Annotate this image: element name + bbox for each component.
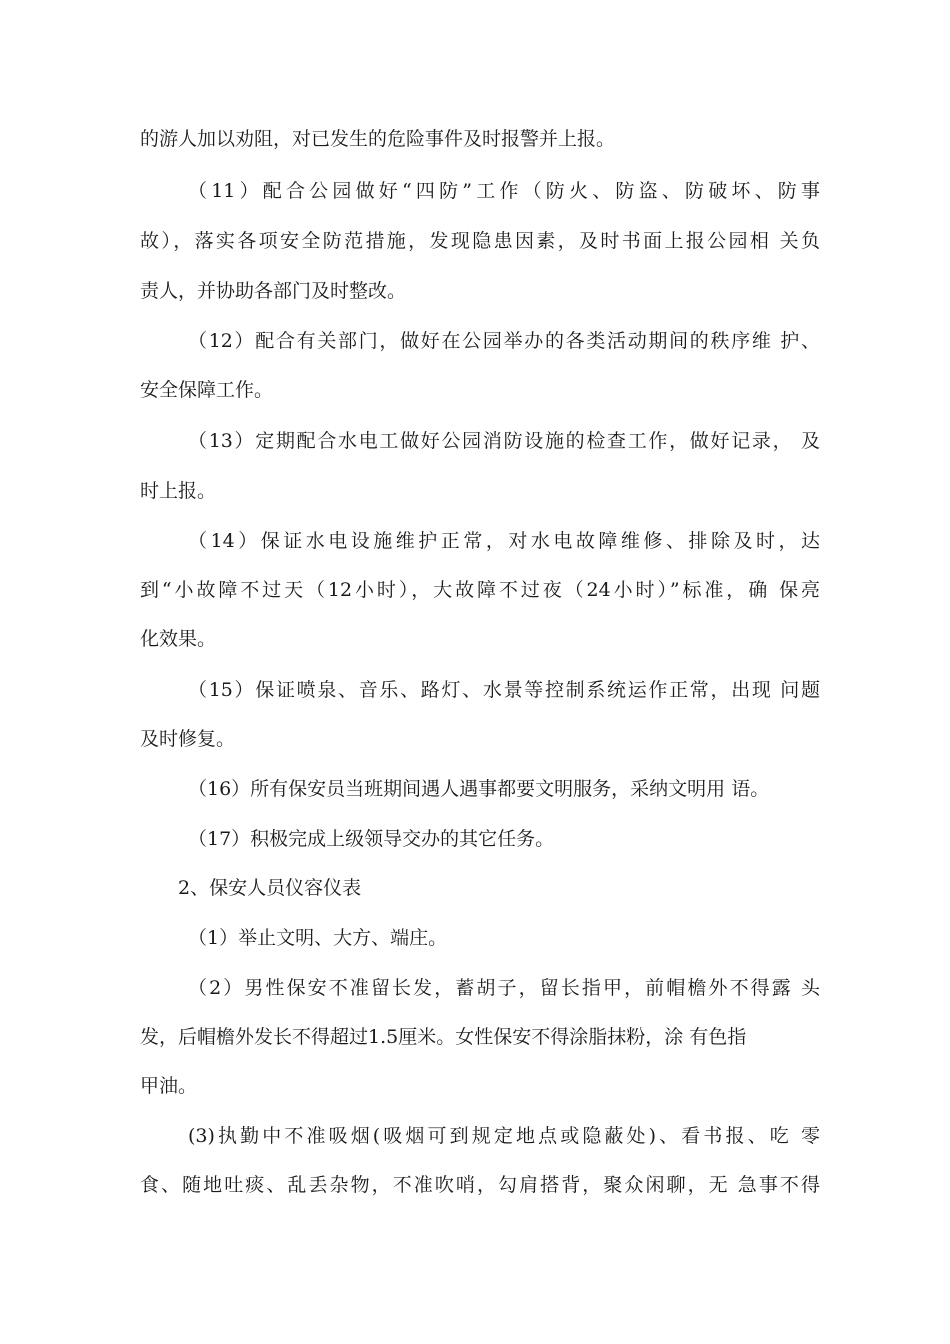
text-line-10: 到“小故障不过天（12小时），大故障不过夜（24小时）”标准，确 保亮 <box>140 579 820 601</box>
text-line-15: （17）积极完成上级领导交办的其它任务。 <box>188 828 555 850</box>
text-line-18: （2）男性保安不准留长发，蓄胡子，留长指甲，前帽檐外不得露 头 <box>188 977 820 999</box>
text-line-22: 食、随地吐痰、乱丢杂物，不准吹哨，勾肩搭背，聚众闲聊，无 急事不得 <box>140 1174 820 1196</box>
text-line-2: （11）配合公园做好“四防”工作（防火、防盗、防破坏、防事 <box>188 180 820 202</box>
text-line-5: （12）配合有关部门，做好在公园举办的各类活动期间的秩序维 护、 <box>188 330 820 352</box>
text-line-9: （14）保证水电设施维护正常，对水电故障维修、排除及时，达 <box>188 530 820 552</box>
text-line-1: 的游人加以劝阻，对已发生的危险事件及时报警并上报。 <box>140 128 616 150</box>
text-line-8: 时上报。 <box>140 480 217 502</box>
text-line-7: （13）定期配合水电工做好公园消防设施的检查工作，做好记录， 及 <box>188 430 820 452</box>
text-line-11: 化效果。 <box>140 628 217 650</box>
text-line-14: （16）所有保安员当班期间遇人遇事都要文明服务，采纳文明用 语。 <box>188 778 770 800</box>
text-line-6: 安全保障工作。 <box>140 379 274 401</box>
text-line-20: 甲油。 <box>140 1075 198 1097</box>
section-heading: 2、保安人员仪容仪表 <box>178 877 362 899</box>
text-line-13: 及时修复。 <box>140 728 236 750</box>
text-line-17: （1）举止文明、大方、端庄。 <box>188 927 448 949</box>
text-line-21: (3)执勤中不准吸烟(吸烟可到规定地点或隐蔽处)、看书报、吃 零 <box>188 1125 820 1147</box>
text-line-4: 责人，并协助各部门及时整改。 <box>140 280 407 302</box>
text-line-3: 故），落实各项安全防范措施，发现隐患因素，及时书面上报公园相 关负 <box>140 230 820 252</box>
text-line-12: （15）保证喷泉、音乐、路灯、水景等控制系统运作正常，出现 问题 <box>188 679 820 701</box>
text-line-19: 发，后帽檐外发长不得超过1.5厘米。女性保安不得涂脂抹粉，涂 有色指 <box>140 1026 747 1048</box>
